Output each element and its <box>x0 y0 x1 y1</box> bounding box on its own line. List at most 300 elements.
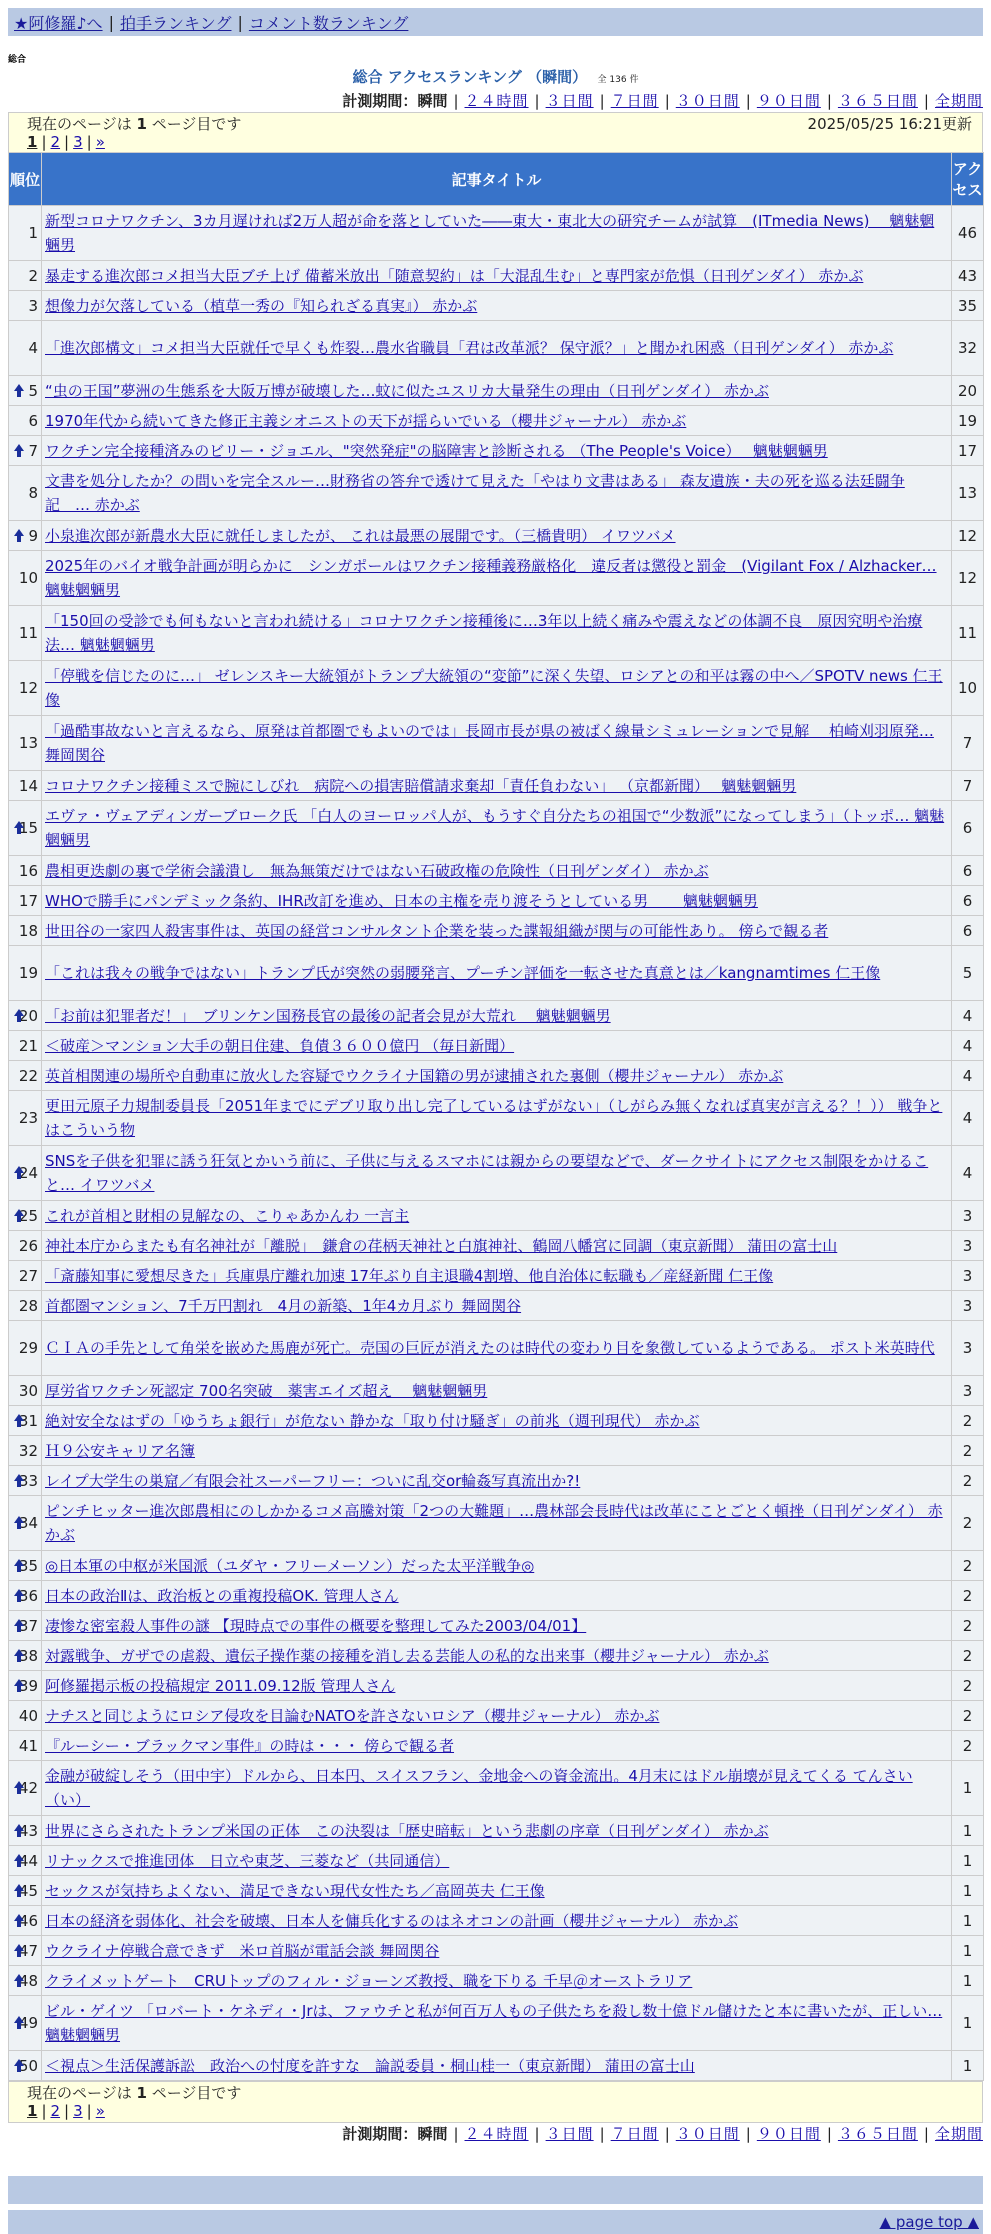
article-link[interactable]: 首都圏マンション、7千万円割れ 4月の新築、1年4カ月ぶり 舞岡関谷 <box>45 1296 522 1315</box>
article-link[interactable]: 新型コロナワクチン、3カ月遅ければ2万人超が命を落としていた――東大・東北大の研究チームが試算 (ITmedia News) 魑魅魍魎男 <box>45 212 935 254</box>
table-row <box>9 1001 983 1030</box>
rank-cell <box>9 406 41 435</box>
rank-number: 43 <box>18 1821 38 1840</box>
ranking-rows <box>9 206 983 2080</box>
rank-number: 25 <box>18 1206 38 1225</box>
access-count: 1 <box>952 2051 983 2080</box>
table-row <box>9 1611 983 1640</box>
access-count: 32 <box>952 321 983 375</box>
access-count: 2 <box>952 1496 983 1550</box>
title-cell <box>42 1551 951 1580</box>
rank-cell <box>9 771 41 800</box>
page-link[interactable]: 3 <box>73 133 83 151</box>
access-count: 12 <box>952 521 983 550</box>
period-link[interactable]: ７日間 <box>610 92 659 110</box>
access-column-header: アクセス <box>952 153 983 205</box>
table-row <box>9 1761 983 1815</box>
rank-number: 12 <box>18 679 38 697</box>
table-row <box>9 1091 983 1145</box>
article-link[interactable]: 「お前は犯罪者だ！」 ブリンケン国務長官の最後の記者会見が大荒れ 魑魅魍魎男 <box>45 1006 611 1025</box>
rank-cell <box>9 606 41 660</box>
title-cell <box>42 661 951 715</box>
article-link[interactable]: ワクチン完全接種済みのビリー・ジョエル、"突然発症"の脳障害と診断される （The People's Voice） 魑魅魍魎男 <box>45 441 828 460</box>
rank-number: 32 <box>18 1441 38 1460</box>
rank-number: 4 <box>28 339 38 357</box>
access-count: 6 <box>952 886 983 915</box>
article-link[interactable]: 農相更迭劇の裏で学術会議潰し 無為無策だけではない石破政権の危険性（日刊ゲンダイ） 赤かぶ <box>45 861 709 880</box>
table-row <box>9 856 983 885</box>
period-link[interactable]: ２４時間 <box>464 92 529 110</box>
rank-cell <box>9 261 41 290</box>
table-row <box>9 1201 983 1230</box>
rank-cell <box>9 1261 41 1290</box>
table-row <box>9 1966 983 1995</box>
period-separator: | <box>923 2125 929 2143</box>
table-row <box>9 206 983 260</box>
table-row <box>9 1876 983 1905</box>
rank-column-header: 順位 <box>9 153 41 205</box>
current-page-number: 1 <box>136 115 147 133</box>
article-link[interactable]: ◎日本軍の中枢が米国派（ユダヤ・フリーメーソン）だった太平洋戦争◎ <box>45 1556 535 1575</box>
table-row <box>9 291 983 320</box>
title-cell <box>42 1201 951 1230</box>
rank-number: 5 <box>28 381 38 400</box>
table-row <box>9 606 983 660</box>
home-link[interactable]: ★阿修羅♪へ <box>14 13 103 33</box>
title-cell <box>42 321 951 375</box>
article-link[interactable]: ＣＩＡの手先として角栄を嵌めた馬鹿が死亡。売国の巨匠が消えたのは時代の変わり目を象徴しているようである。 ポスト米英時代 <box>45 1339 935 1357</box>
title-cell <box>42 771 951 800</box>
ranking-table <box>8 152 984 2081</box>
article-link[interactable]: 「過酷事故ないと言えるなら、原発は首都圏でもよいのでは」長岡市長が県の被ばく線量シミュレーションで見解 柏崎刈羽原発… 舞岡関谷 <box>45 722 934 764</box>
access-count: 3 <box>952 1261 983 1290</box>
period-separator: | <box>599 92 605 110</box>
article-link[interactable]: リナックスで推進団体 日立や東芝、三菱など（共同通信） <box>45 1851 450 1870</box>
rank-number: 47 <box>18 1941 38 1960</box>
rank-cell <box>9 1761 41 1815</box>
article-link[interactable]: 対露戦争、ガザでの虐殺、遺伝子操作薬の接種を消し去る芸能人の私的な出来事（櫻井ジャーナル） 赤かぶ <box>45 1646 769 1665</box>
rank-number: 26 <box>18 1236 38 1255</box>
article-link[interactable]: 金融が破綻しそう（田中宇）ドルから、日本円、スイスフラン、金地金への資金流出。4月末にはドル崩壊が見えてくる てんさい（い） <box>45 1767 913 1809</box>
period-link[interactable]: ３日間 <box>545 92 594 110</box>
rank-number: 50 <box>18 2056 38 2075</box>
article-link[interactable]: 2025年のバイオ戦争計画が明らかに シンガポールはワクチン接種義務厳格化 違反者は懲役と罰金 (Vigilant Fox / Alzhacker… 魑魅魍魎男 <box>45 557 937 599</box>
title-cell <box>42 856 951 885</box>
page-separator: | <box>41 133 47 151</box>
table-row <box>9 261 983 290</box>
title-cell <box>42 1231 951 1260</box>
period-link[interactable]: ９０日間 <box>756 2125 821 2143</box>
access-count: 43 <box>952 261 983 290</box>
table-row <box>9 1581 983 1610</box>
table-row <box>9 716 983 770</box>
rank-cell <box>9 1231 41 1260</box>
page-separator: | <box>41 2102 47 2120</box>
title-cell <box>42 1876 951 1905</box>
next-page-link[interactable]: » <box>95 133 105 151</box>
rank-number: 48 <box>18 1971 38 1990</box>
title-cell <box>42 436 951 465</box>
title-cell <box>42 206 951 260</box>
page-link[interactable]: 3 <box>73 2102 83 2120</box>
rank-number: 31 <box>18 1411 38 1430</box>
rank-cell <box>9 1906 41 1935</box>
period-separator: | <box>534 2125 540 2143</box>
rank-number: 17 <box>18 891 38 910</box>
article-link[interactable]: 凄惨な密室殺人事件の謎 【現時点での事件の概要を整理してみた2003/04/01】 <box>45 1616 587 1635</box>
comment-ranking-link[interactable]: コメント数ランキング <box>248 13 409 33</box>
rank-number: 1 <box>28 224 38 242</box>
title-cell <box>42 1936 951 1965</box>
access-count: 1 <box>952 1816 983 1845</box>
title-cell <box>42 916 951 945</box>
pagination <box>27 2102 972 2122</box>
rank-cell <box>9 946 41 1000</box>
table-row <box>9 771 983 800</box>
rank-number: 22 <box>18 1066 38 1085</box>
access-count: 6 <box>952 801 983 855</box>
rank-number: 24 <box>18 1164 38 1182</box>
table-row <box>9 376 983 405</box>
table-row <box>9 801 983 855</box>
rank-cell <box>9 1436 41 1465</box>
table-row <box>9 521 983 550</box>
rank-cell <box>9 521 41 550</box>
access-count: 19 <box>952 406 983 435</box>
access-count: 3 <box>952 1321 983 1375</box>
article-link[interactable]: ナチスと同じようにロシア侵攻を目論むNATOを許さないロシア（櫻井ジャーナル） 赤かぶ <box>45 1706 660 1725</box>
page-info-top <box>8 112 983 152</box>
title-cell <box>42 1671 951 1700</box>
period-current: 瞬間 <box>417 92 448 110</box>
rank-number: 40 <box>18 1706 38 1725</box>
page-title: 総合 アクセスランキング （瞬間） <box>352 68 588 86</box>
table-row <box>9 946 983 1000</box>
article-link[interactable]: ＜視点＞生活保護訴訟 政治への忖度を許すな 論説委員・桐山桂一（東京新聞） 蒲田の富士山 <box>45 2056 695 2075</box>
nav-separator: | <box>108 12 114 32</box>
access-count: 3 <box>952 1201 983 1230</box>
rank-cell <box>9 1551 41 1580</box>
article-link[interactable]: 世界にさらされたトランプ米国の正体 この決裂は「歴史暗転」という悲劇の序章（日刊ゲンダイ） 赤かぶ <box>45 1821 769 1840</box>
access-count: 10 <box>952 661 983 715</box>
access-count: 6 <box>952 916 983 945</box>
access-count: 7 <box>952 716 983 770</box>
rank-cell <box>9 1731 41 1760</box>
period-link[interactable]: ３６５日間 <box>837 92 918 110</box>
article-link[interactable]: SNSを子供を犯罪に誘う狂気とかいう前に、子供に与えるスマホには親からの要望などで、ダークサイトにアクセス制限をかけること… イワツバメ <box>45 1152 929 1194</box>
table-row <box>9 1816 983 1845</box>
table-row <box>9 1496 983 1550</box>
period-link[interactable]: ７日間 <box>610 2125 659 2143</box>
title-cell <box>42 1436 951 1465</box>
article-link[interactable]: セックスが気持ちよくない、満足できない現代女性たち／高岡英夫 仁王像 <box>45 1881 545 1900</box>
period-selector <box>0 90 991 112</box>
period-separator: | <box>745 2125 751 2143</box>
rank-cell <box>9 1091 41 1145</box>
article-link[interactable]: 1970年代から続いてきた修正主義シオニストの天下が揺らいでいる（櫻井ジャーナル） 赤かぶ <box>45 411 687 430</box>
rank-cell <box>9 376 41 405</box>
rank-number: 10 <box>18 569 38 587</box>
article-link[interactable]: ビル・ゲイツ 「ロバート・ケネディ・Jrは、ファウチと私が何百万人もの子供たちを殺し数十億ドル儲けたと本に書いたが、正しい… 魑魅魍魎男 <box>45 2002 943 2044</box>
rank-cell <box>9 1671 41 1700</box>
title-cell <box>42 551 951 605</box>
period-separator: | <box>826 92 832 110</box>
table-row <box>9 2051 983 2080</box>
access-count: 2 <box>952 1581 983 1610</box>
article-link[interactable]: Ｈ９公安キャリア名簿 <box>45 1441 196 1460</box>
title-cell <box>42 406 951 435</box>
period-separator: | <box>664 2125 670 2143</box>
period-link[interactable]: ３０日間 <box>675 2125 740 2143</box>
article-link[interactable]: 神社本庁からまたも有名神社が「離脱」 鎌倉の荏柄天神社と白旗神社、鶴岡八幡宮に同調（東京新聞） 蒲田の富士山 <box>45 1236 838 1255</box>
table-row <box>9 1906 983 1935</box>
pagination <box>27 133 972 153</box>
period-separator: | <box>745 92 751 110</box>
period-link[interactable]: ３０日間 <box>675 92 740 110</box>
article-link[interactable]: 「進次郎構文」コメ担当大臣就任で早くも炸裂…農水省職員「君は改革派？ 保守派？」と聞かれ困惑（日刊ゲンダイ） 赤かぶ <box>45 339 894 357</box>
rank-cell <box>9 1816 41 1845</box>
access-count: 1 <box>952 1936 983 1965</box>
period-link[interactable]: ３６５日間 <box>837 2125 918 2143</box>
rank-number: 6 <box>28 411 38 430</box>
access-count: 17 <box>952 436 983 465</box>
title-cell <box>42 521 951 550</box>
table-row <box>9 1996 983 2050</box>
period-label: 計測期間： <box>342 92 418 110</box>
page-separator: | <box>64 133 70 151</box>
article-link[interactable]: 「これは我々の戦争ではない」トランプ氏が突然の弱腰発言、プーチン評価を一転させた真意とは／kangnamtimes 仁王像 <box>45 964 881 982</box>
rank-cell <box>9 916 41 945</box>
article-link[interactable]: ピンチヒッター進次郎農相にのしかかるコメ高騰対策「2つの大難題」…農林部会長時代は改革にことごとく頓挫（日刊ゲンダイ） 赤かぶ <box>45 1502 943 1544</box>
access-count: 20 <box>952 376 983 405</box>
rank-cell <box>9 291 41 320</box>
rank-cell <box>9 1611 41 1640</box>
rank-cell <box>9 1966 41 1995</box>
table-row <box>9 436 983 465</box>
article-link[interactable]: 「斎藤知事に愛想尽きた」兵庫県庁離れ加速 17年ぶり自主退職4割増、他自治体に転職も／産経新聞 仁王像 <box>45 1266 774 1285</box>
rank-cell <box>9 2051 41 2080</box>
article-link[interactable]: 絶対安全なはずの「ゆうちょ銀行」が危ない 静かな「取り付け騒ぎ」の前兆（週刊現代） 赤かぶ <box>45 1411 700 1430</box>
access-count: 1 <box>952 1846 983 1875</box>
rank-cell <box>9 801 41 855</box>
access-count: 2 <box>952 1731 983 1760</box>
rank-number: 16 <box>18 861 38 880</box>
title-cell <box>42 1761 951 1815</box>
rank-number: 21 <box>18 1036 38 1055</box>
category-label: 総合 <box>8 55 27 65</box>
title-cell <box>42 606 951 660</box>
period-selector <box>0 2123 991 2145</box>
rank-cell <box>9 1996 41 2050</box>
access-count: 4 <box>952 1091 983 1145</box>
rank-number: 27 <box>18 1266 38 1285</box>
access-count: 1 <box>952 1906 983 1935</box>
access-count: 3 <box>952 1291 983 1320</box>
table-row <box>9 406 983 435</box>
rank-number: 19 <box>18 964 38 982</box>
period-separator: | <box>923 92 929 110</box>
article-link[interactable]: ウクライナ停戦合意できず 米ロ首脳が電話会談 舞岡関谷 <box>45 1941 440 1960</box>
title-cell <box>42 716 951 770</box>
rank-cell <box>9 206 41 260</box>
access-count: 4 <box>952 1031 983 1060</box>
article-link[interactable]: 日本の政治Ⅱは、政治板との重複投稿OK. 管理人さん <box>45 1586 399 1605</box>
rank-number: 8 <box>28 484 38 502</box>
access-count: 7 <box>952 771 983 800</box>
period-separator: | <box>826 2125 832 2143</box>
ranking-heading <box>0 64 991 90</box>
current-page-text: 現在のページは 1 ページ目です <box>27 2084 242 2102</box>
article-link[interactable]: 更田元原子力規制委員長「2051年までにデブリ取り出し完了しているはずがない」（しがらみ無くなれば真実が言える？！）） 戦争とはこういう物 <box>45 1097 943 1139</box>
access-count: 2 <box>952 1406 983 1435</box>
period-link[interactable]: ２４時間 <box>464 2125 529 2143</box>
rank-number: 14 <box>18 776 38 795</box>
title-cell <box>42 1261 951 1290</box>
nav-separator: | <box>237 12 243 32</box>
title-cell <box>42 261 951 290</box>
rank-number: 38 <box>18 1646 38 1665</box>
title-cell <box>42 1641 951 1670</box>
article-link[interactable]: 想像力が欠落している（植草一秀の『知られざる真実』） 赤かぶ <box>45 296 478 315</box>
page-top-link[interactable]: ▲ page top ▲ <box>879 2213 979 2231</box>
rank-number: 33 <box>18 1471 38 1490</box>
table-row <box>9 661 983 715</box>
page-link[interactable]: 2 <box>50 133 61 151</box>
rank-cell <box>9 1376 41 1405</box>
article-link[interactable]: WHOで勝手にパンデミック条約、IHR改訂を進め、日本の主権を売り渡そうとしている男 魑魅魍魎男 <box>45 891 758 910</box>
rank-cell <box>9 1936 41 1965</box>
page-current: 1 <box>27 2102 38 2120</box>
table-row <box>9 551 983 605</box>
article-link[interactable]: 文書を処分したか？の問いを完全スルー…財務省の答弁で透けて見えた「やはり文書はある」 森友遺族・夫の死を巡る法廷闘争記 … 赤かぶ <box>45 472 905 514</box>
title-cell <box>42 1466 951 1495</box>
table-row <box>9 1641 983 1670</box>
period-separator: | <box>599 2125 605 2143</box>
title-cell <box>42 1091 951 1145</box>
article-link[interactable]: これが首相と財相の見解なの、こりゃあかんわ 一言主 <box>45 1206 410 1225</box>
title-cell <box>42 1701 951 1730</box>
applause-ranking-link[interactable]: 拍手ランキング <box>119 13 232 33</box>
period-link[interactable]: ３日間 <box>545 2125 594 2143</box>
article-link[interactable]: 「停戦を信じたのに…」 ゼレンスキー大統領がトランプ大統領の“変節”に深く失望、ロシアとの和平は霧の中へ／SPOTV news 仁王像 <box>45 667 943 709</box>
current-page-number: 1 <box>136 2084 147 2102</box>
article-link[interactable]: クライメットゲート CRUトップのフィル・ジョーンズ教授、職を下りる 千早＠オーストラリア <box>45 1971 693 1990</box>
rank-cell <box>9 1061 41 1090</box>
title-cell <box>42 1061 951 1090</box>
table-row <box>9 1146 983 1200</box>
rank-cell <box>9 1001 41 1030</box>
item-count: 全 136 件 <box>597 75 639 85</box>
rank-number: 36 <box>18 1586 38 1605</box>
table-row <box>9 1671 983 1700</box>
access-count: 3 <box>952 1231 983 1260</box>
title-cell <box>42 1496 951 1550</box>
period-link[interactable]: 全期間 <box>934 92 983 110</box>
title-cell <box>42 2051 951 2080</box>
table-row <box>9 1551 983 1580</box>
access-count: 2 <box>952 1611 983 1640</box>
top-navigation <box>8 8 983 36</box>
rank-cell <box>9 1846 41 1875</box>
next-page-link[interactable]: » <box>95 2102 105 2120</box>
article-link[interactable]: エヴァ・ヴェアディンガーブローク氏 「白人のヨーロッパ人が、もうすぐ自分たちの祖国で“少数派”になってしまう」（トッポ… 魑魅魍魎男 <box>45 807 945 849</box>
access-count: 2 <box>952 1436 983 1465</box>
page-top-bar <box>8 2210 983 2234</box>
access-count: 5 <box>952 946 983 1000</box>
table-row <box>9 886 983 915</box>
rank-number: 49 <box>18 2014 38 2032</box>
access-count: 4 <box>952 1146 983 1200</box>
article-link[interactable]: 厚労省ワクチン死認定 700名突破 薬害エイズ超え 魑魅魍魎男 <box>45 1381 488 1400</box>
period-separator: | <box>534 92 540 110</box>
title-cell <box>42 1406 951 1435</box>
article-link[interactable]: 「150回の受診でも何もないと言われ続ける」コロナワクチン接種後に…3年以上続く痛みや震えなどの体調不良 原因究明や治療法… 魑魅魍魎男 <box>45 612 923 654</box>
rank-cell <box>9 436 41 465</box>
period-link[interactable]: ９０日間 <box>756 92 821 110</box>
article-link[interactable]: レイプ大学生の巣窟／有限会社スーパーフリー：ついに乱交or輪姦写真流出か?! <box>45 1471 581 1490</box>
rank-cell <box>9 1876 41 1905</box>
access-count: 2 <box>952 1466 983 1495</box>
article-link[interactable]: ＜破産＞マンション大手の朝日住建、負債３６００億円 （毎日新聞） <box>45 1036 515 1055</box>
period-label: 計測期間： <box>342 2125 418 2143</box>
rank-number: 11 <box>18 624 38 642</box>
page-link[interactable]: 2 <box>50 2102 61 2120</box>
title-cell <box>42 886 951 915</box>
page-current: 1 <box>27 133 38 151</box>
table-row <box>9 1701 983 1730</box>
table-row <box>9 1261 983 1290</box>
article-link[interactable]: 『ルーシー・ブラックマン事件』の時は・・・ 傍らで観る者 <box>45 1736 455 1755</box>
article-link[interactable]: 小泉進次郎が新農水大臣に就任しましたが、 これは最悪の展開です。（三橋貴明） イワツバメ <box>45 526 676 545</box>
article-link[interactable]: 暴走する進次郎コメ担当大臣ブチ上げ 備蓄米放出「随意契約」は「大混乱生む」と専門家が危惧（日刊ゲンダイ） 赤かぶ <box>45 266 864 285</box>
access-count: 1 <box>952 1966 983 1995</box>
title-cell <box>42 376 951 405</box>
title-column-header: 記事タイトル <box>42 153 951 205</box>
title-cell <box>42 466 951 520</box>
rank-cell <box>9 551 41 605</box>
table-row <box>9 1291 983 1320</box>
article-link[interactable]: 英首相関連の場所や自動車に放火した容疑でウクライナ国籍の男が逮捕された裏側（櫻井ジャーナル） 赤かぶ <box>45 1066 784 1085</box>
access-count: 1 <box>952 1761 983 1815</box>
title-cell <box>42 291 951 320</box>
page-separator: | <box>86 133 92 151</box>
rank-number: 23 <box>18 1109 38 1127</box>
article-link[interactable]: 日本の経済を弱体化、社会を破壊、日本人を傭兵化するのはネオコンの計画（櫻井ジャーナル） 赤かぶ <box>45 1911 739 1930</box>
access-count: 2 <box>952 1551 983 1580</box>
table-row <box>9 916 983 945</box>
rank-cell <box>9 1321 41 1375</box>
title-cell <box>42 1031 951 1060</box>
table-row <box>9 1231 983 1260</box>
rank-number: 20 <box>18 1006 38 1025</box>
article-link[interactable]: コロナワクチン接種ミスで腕にしびれ 病院への損害賠償請求棄却「責任負わない」 （京都新聞） 魑魅魍魎男 <box>45 776 797 795</box>
table-row <box>9 1936 983 1965</box>
rank-cell <box>9 1641 41 1670</box>
rank-number: 7 <box>28 441 38 460</box>
table-row <box>9 1321 983 1375</box>
title-cell <box>42 1846 951 1875</box>
article-link[interactable]: 世田谷の一家四人殺害事件は、英国の経営コンサルタント企業を装った諜報組織が関与の可能性あり。 傍らで観る者 <box>45 921 829 940</box>
table-row <box>9 466 983 520</box>
access-count: 13 <box>952 466 983 520</box>
rank-number: 39 <box>18 1676 38 1695</box>
title-cell <box>42 946 951 1000</box>
rank-number: 15 <box>18 819 38 837</box>
article-link[interactable]: “虫の王国”夢洲の生態系を大阪万博が破壊した…蚊に似たユスリカ大量発生の理由（日刊ゲンダイ） 赤かぶ <box>45 381 769 400</box>
period-link[interactable]: 全期間 <box>934 2125 983 2143</box>
article-link[interactable]: 阿修羅掲示板の投稿規定 2011.09.12版 管理人さん <box>45 1676 396 1695</box>
access-count: 1 <box>952 1996 983 2050</box>
